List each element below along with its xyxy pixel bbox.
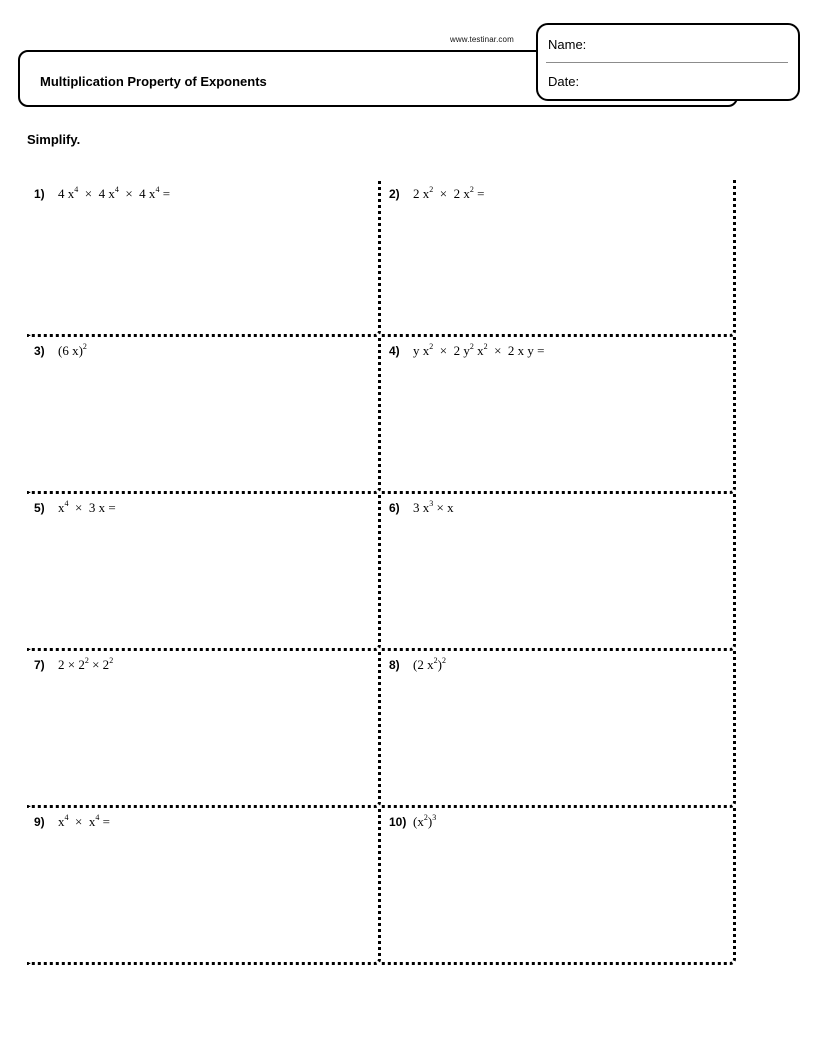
problem-number: 7) (34, 658, 45, 672)
expression-term: × 4 x (78, 186, 115, 201)
expression-term: 2 x (413, 186, 430, 201)
problem-6 (389, 500, 454, 516)
problem-number: 6) (389, 501, 400, 515)
expression-term: (6 x) (58, 343, 83, 358)
exponent: 3 (429, 499, 434, 508)
problem-number: 8) (389, 658, 400, 672)
name-label: Name: (548, 37, 587, 52)
exponent: 4 (74, 185, 79, 194)
expression-term: × x (433, 500, 454, 515)
problem-row (27, 337, 736, 494)
expression-term: × 3 x = (68, 500, 116, 515)
expression-term: × 2 x (433, 186, 470, 201)
site-url: www.testinar.com (450, 35, 514, 44)
expression-term: × 2 (88, 657, 110, 672)
problem-5 (34, 500, 116, 516)
problem-cell-9[interactable] (27, 808, 381, 965)
problem-8 (389, 657, 446, 673)
problem-cell-10[interactable] (381, 808, 736, 965)
name-date-box (536, 23, 800, 101)
problem-expression (58, 343, 87, 358)
date-label: Date: (548, 74, 580, 89)
problem-number: 10) (389, 815, 407, 829)
problem-cell-8[interactable] (381, 651, 736, 808)
problem-expression (58, 186, 170, 201)
exponent: 2 (84, 656, 89, 665)
exponent: 2 (469, 185, 474, 194)
expression-term: x (473, 343, 484, 358)
exponent: 2 (469, 342, 474, 351)
problem-cell-5[interactable] (27, 494, 381, 651)
problem-number: 1) (34, 187, 45, 201)
problem-row (27, 808, 736, 965)
problem-expression (58, 657, 113, 672)
expression-term: × x (68, 814, 96, 829)
exponent: 2 (433, 656, 438, 665)
exponent: 4 (64, 499, 69, 508)
worksheet-title: Multiplication Property of Exponents (40, 74, 267, 89)
expression-term: x (58, 500, 65, 515)
problem-cell-6[interactable] (381, 494, 736, 651)
expression-term: 3 x (413, 500, 430, 515)
exponent: 4 (155, 185, 160, 194)
expression-term: ) (437, 657, 442, 672)
exponent: 4 (114, 185, 119, 194)
problem-10 (389, 814, 436, 830)
exponent: 3 (432, 813, 437, 822)
problem-expression (58, 814, 110, 829)
exponent: 2 (429, 342, 434, 351)
problem-7 (34, 657, 113, 673)
expression-term: = (99, 814, 110, 829)
problem-3 (34, 343, 87, 359)
problem-expression (413, 186, 484, 201)
problem-row (27, 651, 736, 808)
expression-term: = (159, 186, 171, 201)
problem-cell-2[interactable] (381, 180, 736, 337)
exponent: 2 (441, 656, 446, 665)
problem-number: 9) (34, 815, 45, 829)
exponent: 4 (95, 813, 100, 822)
problem-row (27, 494, 736, 651)
problem-expression (413, 500, 454, 515)
problem-number: 3) (34, 344, 45, 358)
exponent: 2 (423, 813, 428, 822)
instructions: Simplify. (27, 132, 81, 147)
problem-expression (58, 500, 116, 515)
problem-4 (389, 343, 545, 359)
problem-row (27, 180, 736, 337)
problem-grid (27, 180, 736, 965)
name-divider (546, 62, 788, 63)
expression-term: = (473, 186, 485, 201)
problem-number: 2) (389, 187, 400, 201)
problem-cell-4[interactable] (381, 337, 736, 494)
problem-1 (34, 186, 170, 202)
problem-9 (34, 814, 110, 830)
expression-term: × 2 y (433, 343, 470, 358)
problem-number: 4) (389, 344, 400, 358)
expression-term: 2 × 2 (58, 657, 85, 672)
problem-number: 5) (34, 501, 45, 515)
expression-term: (x (413, 814, 424, 829)
problem-expression (413, 343, 545, 358)
problem-expression (413, 814, 436, 829)
problem-cell-1[interactable] (27, 180, 381, 337)
exponent: 2 (82, 342, 87, 351)
problem-cell-3[interactable] (27, 337, 381, 494)
exponent: 4 (64, 813, 69, 822)
expression-term: × 4 x (118, 186, 156, 201)
expression-term: y x (413, 343, 430, 358)
expression-term: (2 x (413, 657, 434, 672)
expression-term: x (58, 814, 65, 829)
expression-term: 4 x (58, 186, 75, 201)
expression-term: × 2 x y = (487, 343, 545, 358)
exponent: 2 (483, 342, 488, 351)
exponent: 2 (429, 185, 434, 194)
exponent: 2 (109, 656, 114, 665)
expression-term: ) (427, 814, 433, 829)
problem-2 (389, 186, 484, 202)
problem-expression (413, 657, 446, 672)
problem-cell-7[interactable] (27, 651, 381, 808)
